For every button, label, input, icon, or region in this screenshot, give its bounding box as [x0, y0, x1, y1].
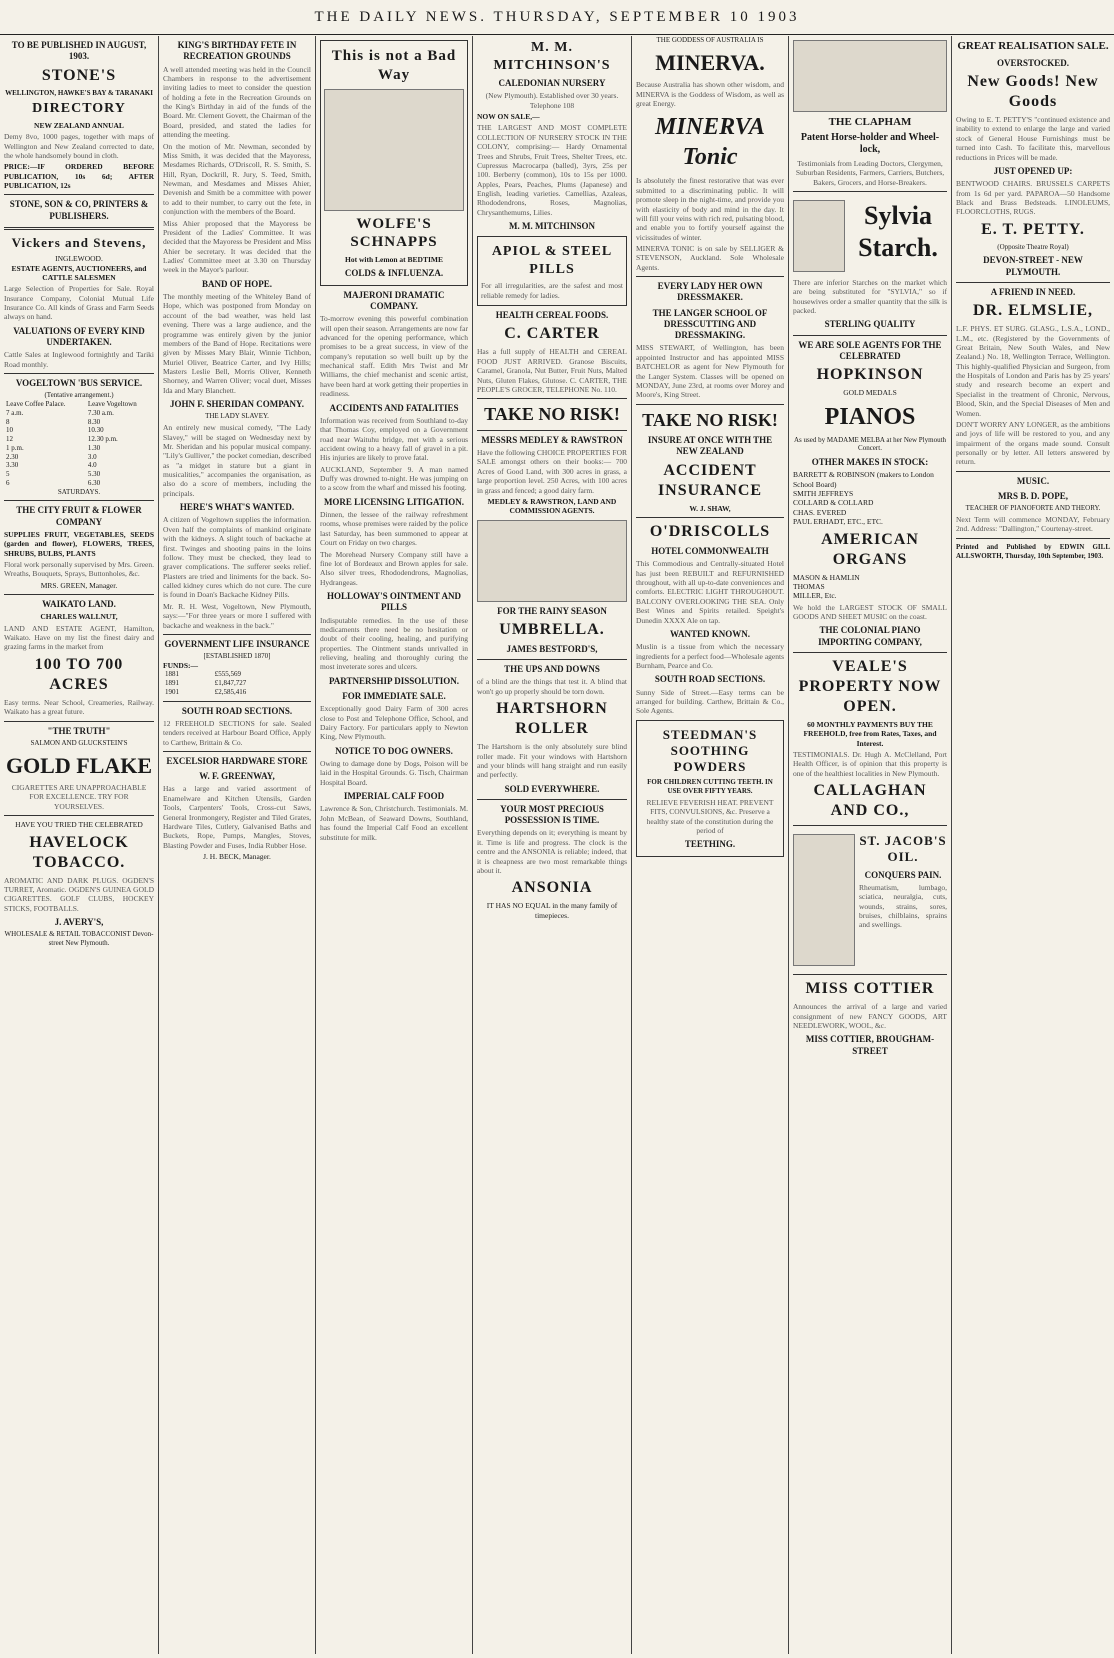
maker-item: PAUL ERHADT, ETC., ETC.: [793, 517, 883, 527]
column-7: GREAT REALISATION SALE. OVERSTOCKED. New Goods! New Goods Owing to E. T. PETTY'S "continued existence and inability to extend to enlarge the large and varied stock of General House Furnishings must be turned into Cash. To facilitate this, marvellous reductions in Prices will be made. JUST OPENED UP: BENTWOOD CHAIRS. BRUSSELS CARPETS from 1s 6d per yard. PAPAROA—50 Handsome Black and Brass Bedsteads. LINOLEUMS, FLOORCLOTHS, RUGS. E. T. PETTY. (Opposite Theatre Royal) DEVON-STREET - NEW PLYMOUTH. A FRIEND IN NEED. DR. ELMSLIE, L.F. PHYS. ET SURG. GLASG., L.S.A., LOND., L.M., etc. (Registered by the Governments of Great Britain, New South Wales, and New Zealand.) No. 18, Wellington Terrace, Wellington. This highly-qualified Physician and Surgeon, from the Hospitals of London and Paris has by 25 years' study and research become an expert and Specialist in the treatment of Chronic, Nervous, Blood, Skin, and the Special Diseases of Men and Women. DON'T WORRY ANY LONGER, as the ambitions and joys of life will be restored to you, and any impairment of the organs made sound. Consult personally or by letter. All letters answered by return. MUSIC. MRS B. D. POPE, TEACHER OF PIANOFORTE AND THEORY. Next Term will commence MONDAY, February 2nd. Address: "Dallington," Courtenay-street. Printed and Published by EDWIN GILL ALLSWORTH, Thursday, 10th September, 1903.: [956, 40, 1110, 560]
new-goods: New Goods! New Goods: [967, 73, 1099, 110]
clapham: THE CLAPHAM: [828, 116, 912, 128]
health-foods: HEALTH CEREAL FOODS.: [495, 310, 609, 321]
column-3: This is not a Bad Way WOLFE'S SCHNAPPS Hot with Lemon at BEDTIME COLDS & INFLUENZA. MAJERONI DRAMATIC COMPANY. To-morrow evening this powerful combination will open their season. Arrangements are now far advanced for the opening performance, which promises to be a great success, in view of the company's reputation so well built up by the mechanical staff. Edith Mrs Twist and Mr Williams, the chief mechanist and scenic artist, have been hard at work getting their properties in readiness. ACCIDENTS AND FATALITIES Information was received from Southland to-day that Thomas Coy, employed on a Government road near Waituhu bridge, met with a serious accident owing to a heavy fall of gravel in a pit. His injuries are likely to prove fatal. AUCKLAND, September 9. A man named Duffy was drowned to-night. He was jumping on to a scow from the wharf and missed his footing. MORE LICENSING LITIGATION. Dinnen, the lessee of the railway refreshment rooms, whose premises were raided by the police last Saturday, has been summoned to appear at Court on Friday on two charges. The Morehead Nursery Company still have a fine lot of Bordeaux and Brown apples for sale. Also silver trees, Rhododendrons, Magnolias, Hydrangeas. HOLLOWAY'S OINTMENT AND PILLS Indisputable remedies. In the use of these medicaments there need be no hesitation or doubt of their cooling, healing, and purifying properties. The Ointment stands unrivalled in relieving, healing and thoroughly curing the most inveterate sores and ulcers. PARTNERSHIP DISSOLUTION. FOR IMMEDIATE SALE. Exceptionally good Dairy Farm of 300 acres close to Post and Telephone Office, School, and Dairy Factory. For particulars apply to Newton King, New Plymouth. NOTICE TO DOG OWNERS. Owing to damage done by Dogs, Poison will be laid in the Hospital Grounds. G. Tisch, Chairman Hospital Board. IMPERIAL CALF FOOD Lawrence & Son, Christchurch. Testimonials. M. John McBean, of Seaward Downs, Southland, has found the Imperial Calf Food an excellent substitute for milk.: [316, 36, 473, 1654]
greenway: W. F. GREENWAY,: [199, 771, 275, 782]
accidents: ACCIDENTS AND FATALITIES: [329, 402, 459, 413]
now-on-sale: NOW ON SALE,—: [477, 112, 540, 121]
funds-amount: £555,569: [214, 670, 242, 679]
figure-image: [793, 834, 855, 966]
column-1: TO BE PUBLISHED IN AUGUST, 1903. STONE'S WELLINGTON, HAWKE'S BAY & TARANAKI DIRECTORY NEW ZEALAND ANNUAL Demy 8vo, 1000 pages, together with maps of Wellington and New Zealand corrected to date, the whole handsomely bound in cloth. PRICE:—IF ORDERED BEFORE PUBLICATION, 10s 6d; AFTER PUBLICATION, 12s STONE, SON & CO, PRINTERS & PUBLISHERS. Vickers and Stevens, INGLEWOOD. ESTATE AGENTS, AUCTIONEERS, and CATTLE SALESMEN Large Selection of Properties for Sale. Royal Insurance Company, Colonial Mutual Life Insurance Co. All kinds of Grass and Farm Seeds always on hand. VALUATIONS OF EVERY KIND UNDERTAKEN. Cattle Sales at Inglewood fortnightly and Tariki Road monthly. VOGELTOWN 'BUS SERVICE. (Tentative arrangement.) Leave Coffee Palace. Leave Vogeltown 7 a.m. 7.30 a.m. 8 8.30 10 10.30 12 12.30 p.m. 1 p.m. 1.30 2.30 3.0 3.30 4.0 5 5.30 6 6.30 SATURDAYS. THE CITY FRUIT & FLOWER COMPANY SUPPLIES FRUIT, VEGETABLES, SEEDS (garden and flower), FLOWERS, TREES, SHRUBS, BULBS, PLANTS Floral work personally supervised by Mrs. Green. Wreaths, Bouquets, Sprays, Buttonholes, &c. MRS. GREEN, Manager. WAIKATO LAND. CHARLES WALLNUT, LAND AND ESTATE AGENT, Hamilton, Waikato. Have on my list the finest dairy and grazing farms in the market from 100 TO 700 ACRES Easy terms. Near School, Creameries, Railway. Waikato has a great future. "THE TRUTH" SALMON AND GLUCKSTEIN'S GOLD FLAKE CIGARETTES ARE UNAPPROACHABLE FOR EXCELLENCE. TRY FOR YOURSELVES. HAVE YOU TRIED THE CELEBRATED HAVELOCK TOBACCO. AROMATIC AND DARK PLUGS. OGDEN'S TURRET, Aromatic. OGDEN'S GUINEA GOLD CIGARETTES. GOLF CLUBS, HOCKEY STICKS, FOOTBALLS. J. AVERY'S, WHOLESALE & RETAIL TOBACCONIST Devon-street New Plymouth.: [0, 36, 159, 1654]
overstocked: OVERSTOCKED.: [996, 57, 1070, 68]
column-5: THE GODDESS OF AUSTRALIA IS MINERVA. Because Australia has shown other wisdom, and MINERVA is the Goddess of Wisdom, as well as great Energy. MINERVA Tonic Is absolutely the finest restorative that was ever submitted to a discriminating public. It will promote sleep in the night-time, and provide you with elasticity of body and mind in the day. It will fill your veins with rich red, pulsating blood, and enable you to fortify yourself against the vicissitudes of winter. MINERVA TONIC is on sale by SELLIGER & STEVENSON, Auckland. Sole Wholesale Agents. EVERY LADY HER OWN DRESSMAKER. THE LANGER SCHOOL OF DRESSCUTTING AND DRESSMAKING. MISS STEWART, of Wellington, has been appointed Instructor and has appointed MISS BATCHELOR as agent for New Plymouth for the Langer System. Classes will be opened on MONDAY, June 23rd, at rooms over Morey and Moore's, King Street. TAKE NO RISK! INSURE AT ONCE WITH THE NEW ZEALAND ACCIDENT INSURANCE W. J. SHAW, O'DRISCOLLS HOTEL COMMONWEALTH This Commodious and Centrally-situated Hotel has just been REBUILT and REFURNISHED throughout, with all up-to-date conveniences and comforts. ELECTRIC LIGHT THROUGHOUT. BALCONY OVERLOOKING THE SEA. Only Best Wines and Spirits retailed. Speight's Dunedin XXXX Ale on tap. WANTED KNOWN. Muslin is a tissue from which the necessary ingredients for a perfect food—Wholesale agents Burnham, Pearce and Co. SOUTH ROAD SECTIONS. Sunny Side of Street.—Easy terms can be arranged for building. Carthew, Brittain & Co., Sole Agents. STEEDMAN'S SOOTHING POWDERS FOR CHILDREN CUTTING TEETH. IN USE OVER FIFTY YEARS. RELIEVE FEVERISH HEAT. PREVENT FITS, CONVULSIONS, &c. Preserve a healthy state of the constitution during the period of TEETHING.: [632, 36, 789, 1654]
organ-maker: THOMAS: [793, 581, 825, 591]
bus-cell: 3.30: [6, 461, 19, 470]
bus-sub: (Tentative arrangement.): [44, 391, 114, 400]
bus-cell: 8.30: [87, 417, 101, 426]
sole-agents: WE ARE SOLE AGENTS FOR THE CELEBRATED: [798, 339, 942, 361]
stones-sub: WELLINGTON, HAWKE'S BAY & TARANAKI: [5, 88, 153, 97]
bus-cell: 1.30: [87, 443, 101, 452]
veales: VEALE'S PROPERTY NOW OPEN.: [798, 657, 942, 715]
take-no-risk-5: TAKE NO RISK!: [642, 409, 778, 430]
horse-buggy-image: [793, 40, 947, 112]
gold-flake: GOLD FLAKE: [5, 752, 153, 778]
vickers-loc: INGLEWOOD.: [55, 254, 103, 264]
nz-annual: NEW ZEALAND ANNUAL: [34, 120, 124, 130]
bus-cell: 6.30: [87, 478, 101, 487]
minerva-tonic: MINERVA Tonic: [655, 114, 765, 171]
not-bad-title: This is not a Bad Way: [331, 48, 457, 83]
petty-addr: DEVON-STREET - NEW PLYMOUTH.: [983, 255, 1083, 277]
waikato: WAIKATO LAND.: [42, 599, 116, 609]
st-jacobs: ST. JACOB'S OIL.: [859, 833, 947, 865]
wolfes-sub: Hot with Lemon at BEDTIME: [345, 255, 443, 264]
printed: Printed and Published by EDWIN GILL ALLSWORTH, Thursday, 10th September, 1903.: [956, 542, 1110, 560]
medley-sub: MEDLEY & RAWSTRON, LAND AND COMMISSION AGENTS.: [487, 496, 617, 516]
bus-cell: 6: [6, 478, 10, 487]
horse-holder: Patent Horse-holder and Wheel-lock,: [800, 131, 940, 156]
langer: THE LANGER SCHOOL OF DRESSCUTTING AND DRESSMAKING.: [652, 307, 768, 341]
melba: As used by MADAME MELBA at her New Plymouth Concert.: [793, 435, 947, 453]
bus-cell: 12: [6, 435, 13, 443]
city-fruit: THE CITY FRUIT & FLOWER COMPANY: [16, 505, 142, 527]
wolfes-ad: [320, 40, 468, 286]
masthead: THE DAILY NEWS. THURSDAY, SEPTEMBER 10 1903: [0, 0, 1114, 35]
pope-sub: TEACHER OF PIANOFORTE AND THEORY.: [965, 504, 1101, 513]
every-lady: EVERY LADY HER OWN DRESSMAKER.: [657, 281, 763, 303]
bus-cell: 1 p.m.: [6, 443, 24, 452]
holloways: HOLLOWAY'S OINTMENT AND PILLS: [326, 591, 462, 613]
hopkinson: HOPKINSON: [816, 366, 924, 384]
bus-cell: 8: [6, 417, 10, 426]
bus-cell: 10.30: [87, 426, 104, 435]
steedmans-sub: FOR CHILDREN CUTTING TEETH. IN USE OVER FIFTY YEARS.: [647, 778, 773, 796]
mrs-green: MRS. GREEN, Manager.: [40, 580, 118, 590]
petty-sub: (Opposite Theatre Royal): [997, 242, 1069, 251]
south-road-5: SOUTH ROAD SECTIONS.: [654, 674, 766, 685]
bestford: JAMES BESTFORD'S,: [506, 643, 598, 654]
stone-son: STONE, SON & CO, PRINTERS & PUBLISHERS.: [9, 199, 149, 221]
maker-item: SMITH JEFFREYS: [793, 489, 854, 498]
hotel: HOTEL COMMONWEALTH: [651, 546, 769, 556]
avery-sub: WHOLESALE & RETAIL TOBACCONIST Devon-street New Plymouth.: [4, 930, 154, 947]
kings-bday: KING'S BIRTHDAY FETE IN RECREATION GROUNDS: [177, 40, 297, 62]
friend: A FRIEND IN NEED.: [990, 286, 1076, 297]
maker-item: BARRETT & ROBINSON (makers to London School Board): [793, 470, 934, 489]
bus-cell: 2.30: [6, 452, 19, 461]
umbrella-image: [477, 520, 627, 602]
insure: INSURE AT ONCE WITH THE NEW ZEALAND: [647, 435, 773, 457]
teething: TEETHING.: [684, 839, 736, 850]
bus-cell: 12.30 p.m.: [87, 435, 118, 443]
take-no-risk-4: TAKE NO RISK!: [484, 404, 620, 425]
for-sale: FOR IMMEDIATE SALE.: [342, 691, 446, 701]
excelsior: EXCELSIOR HARDWARE STORE: [166, 755, 308, 766]
starch-box-image: [793, 200, 845, 272]
valuations: VALUATIONS OF EVERY KIND UNDERTAKEN.: [13, 325, 145, 347]
havelock-q: HAVE YOU TRIED THE CELEBRATED: [15, 820, 143, 830]
greenway-mgr: J. H. BECK, Manager.: [203, 852, 271, 861]
music: MUSIC.: [1016, 475, 1050, 486]
maker-item: CHAS. EVERED: [793, 507, 847, 517]
truth: "THE TRUTH": [47, 725, 111, 736]
sold-everywhere: SOLD EVERYWHERE.: [504, 783, 600, 794]
directory-title: DIRECTORY: [32, 101, 126, 117]
monthly: 60 MONTHLY PAYMENTS BUY THE FREEHOLD, free from Rates, Taxes, and Interest.: [803, 719, 937, 748]
caledonian: CALEDONIAN NURSERY: [498, 78, 606, 88]
bus-cell: 7.30 a.m.: [87, 408, 114, 417]
column-2: KING'S BIRTHDAY FETE IN RECREATION GROUNDS A well attended meeting was held in the Council Chambers in response to the advertisement inviting ladies to meet to consider the question of holding a fete in the Recreation Grounds on the King's Birthday in aid of the funds of the Board. Mr. Clement Govett, the Chairman of the Board, presided, and stated the ladies for attending the meeting. On the motion of Mr. Newman, seconded by Miss Smith, it was decided that the Mayoress, Mesdames Richards, O'Driscoll, R. S. Smith, S. Hill, Ryan, Dockrill, R. Jury, S. Teed, Smith, Newman, and Mesdames and Misses Ahier, Devenish and Smith be a committee with power to add to their number, to carry out the fete, in conjunction with the members of the Board. Miss Ahier proposed that the Mayoress be President of the Ladies' Committee. It was decided that the Mayoress be President and Miss Ahier be secretary. It was decided that the Ladies' Committee meet at 3.30 on Thursday week in the Mayor's parlour. BAND OF HOPE. The monthly meeting of the Whiteley Band of Hope, which was postponed from Monday on account of the bad weather, was held last evening. There was a large audience, and the programme was entirely given by the junior members of the Band of Hope. Recitations were given by Misses Mary Blair, Winnie Tichbon, Muriel Oliver, Beatrice Carter, and Ivy Hills; Masters Leslie Bell, Morris Oliver, Kenneth Shorney, and Warren Oliver; vocal duet, Misses Ida and Mary Blanchett. JOHN F. SHERIDAN COMPANY. THE LADY SLAVEY. An entirely new musical comedy, "The Lady Slavey," will be staged on Wednesday next by Mr. Sheridan and his popular musical company. "Lily's Gulliver," the pocket comedian, described as "a midget in stature but a giant in musicalities," accompanies the organisation, as also do a score of members, including the principals. HERE'S WHAT'S WANTED. A citizen of Vogeltown supplies the information. Oven half the complaints of mankind originate with the kidneys. A slight touch of backache at first. Twinges and shooting pains in the loins follow. They must be checked, they lead to graver complications. The sufferer seeks relief. Plasters are tried and liniments for the back. So-called kidney cures which do not cure. The cure is found in Doan's Backache Kidney Pills. Mr. R. H. West, Vogeltown, New Plymouth, says:—"For three years or more I suffered with backache and weakness in the back." GOVERNMENT LIFE INSURANCE [ESTABLISHED 1870] FUNDS:— 1881 £555,569 1891 £1,847,727 1901 £2,585,416 SOUTH ROAD SECTIONS. 12 FREEHOLD SECTIONS for sale. Sealed tenders received at Harbour Board Office, Apply to Carthew, Brittain & Co. EXCELSIOR HARDWARE STORE W. F. GREENWAY, Has a large and varied assortment of Enamelware and Kitchen Utensils, Garden Tools, Carpenters' Tools, Cross-cut Saws, General Ironmongery, Register and Tiled Grates, Hardware Tiles, Cutlery, Galvanised Baths and Buckets, Rope, Pumps, Mangles, Stoves, Blasting Powder and Fuses, India Rubber Hose. J. H. BECK, Manager.: [159, 36, 316, 1654]
gold-medals: GOLD MEDALS: [843, 388, 897, 398]
ups-downs: THE UPS AND DOWNS: [504, 664, 600, 675]
man-image: [324, 89, 464, 211]
mitchinson-title: M. M. MITCHINSON'S: [493, 40, 611, 73]
bus-cell: 3.0: [87, 452, 97, 461]
bus-col-head: Leave Vogeltown: [87, 400, 137, 408]
organ-maker: MASON & HAMLIN: [793, 572, 860, 582]
funds-label: FUNDS:—: [163, 660, 198, 670]
elmslie: DR. ELMSLIE,: [972, 302, 1094, 320]
cottier-addr: MISS COTTIER, BROUGHAM-STREET: [805, 1034, 935, 1056]
pope: MRS B. D. POPE,: [997, 491, 1068, 501]
maker-item: COLLARD & COLLARD: [793, 498, 874, 508]
more-licensing: MORE LICENSING LITIGATION.: [323, 496, 465, 507]
apiol-ad: APIOL & STEEL PILLS For all irregularities, are the safest and most reliable remedy for ladies.: [477, 236, 627, 306]
umbrella: UMBRELLA.: [499, 620, 605, 638]
dog-owners: NOTICE TO DOG OWNERS.: [335, 745, 453, 756]
bus-col-head: Leave Coffee Palace.: [6, 400, 66, 408]
sheridan: JOHN F. SHERIDAN COMPANY.: [170, 399, 304, 410]
govt-life: GOVERNMENT LIFE INSURANCE: [164, 638, 310, 649]
wallnut: CHARLES WALLNUT,: [40, 612, 118, 622]
bus-title: VOGELTOWN 'BUS SERVICE.: [15, 378, 143, 388]
minerva: MINERVA.: [655, 49, 765, 75]
colonial-piano: THE COLONIAL PIANO IMPORTING COMPANY,: [818, 625, 922, 647]
pub-notice: TO BE PUBLISHED IN AUGUST, 1903.: [11, 40, 147, 62]
partnership: PARTNERSHIP DISSOLUTION.: [328, 675, 460, 686]
price-line: PRICE:—IF ORDERED BEFORE PUBLICATION, 10s 6d; AFTER PUBLICATION, 12s: [4, 162, 154, 190]
bus-cell: 5: [6, 470, 10, 478]
heres-whats: HERE'S WHAT'S WANTED.: [179, 502, 295, 513]
carter: C. CARTER: [504, 325, 600, 343]
precious: YOUR MOST PRECIOUS POSSESSION IS TIME.: [500, 803, 604, 826]
wanted: WANTED KNOWN.: [669, 628, 750, 639]
bus-cell: 5.30: [87, 470, 101, 478]
organs: AMERICAN ORGANS: [821, 530, 919, 568]
bus-cell: 7 a.m.: [6, 408, 24, 417]
odriscolls: O'DRISCOLLS: [649, 523, 771, 540]
saturdays: SATURDAYS.: [57, 487, 101, 496]
avery: J. AVERY'S,: [54, 917, 104, 927]
funds-amount: £2,585,416: [214, 687, 247, 696]
stones-title: STONE'S: [41, 66, 117, 84]
callaghan: CALLAGHAN AND CO.,: [813, 782, 927, 820]
column-6: THE CLAPHAM Patent Horse-holder and Wheel-lock, Testimonials from Leading Doctors, Clergymen, Suburban Residents, Farmers, Carriers, Butchers, Bakers, Grocers, and Horse-Breakers. Sylvia Starch. There are inferior Starches on the market which are being substituted for "SYLVIA," so if housewives order a smaller quantity that the silk is packed. STERLING QUALITY WE ARE SOLE AGENTS FOR THE CELEBRATED HOPKINSON GOLD MEDALS PIANOS As used by MADAME MELBA at her New Plymouth Concert. OTHER MAKES IN STOCK: BARRETT & ROBINSON (makers to London School Board) SMITH JEFFREYS COLLARD & COLLARD CHAS. EVERED PAUL ERHADT, ETC., ETC. AMERICAN ORGANS MASON & HAMLIN THOMAS MILLER, Etc. We hold the LARGEST STOCK OF SMALL GOODS AND SHEET MUSIC on the coast. THE COLONIAL PIANO IMPORTING COMPANY, VEALE'S PROPERTY NOW OPEN. 60 MONTHLY PAYMENTS BUY THE FREEHOLD, free from Rates, Taxes, and Interest. TESTIMONIALS. Dr. Hugh A. McClelland, Port Health Officer, is of opinion that this property is one of the healthiest localities in New Plymouth. CALLAGHAN AND CO., ST. JACOB'S OIL. CONQUERS PAIN. Rheumatism, lumbago, sciatica, neuralgia, cuts, wounds, strains, sores, bruises, chilblains, sprains and swellings. MISS COTTIER Announces the arrival of a large and varied consignment of new FANCY GOODS, ART NEEDLEWORK, WOOL, &c. MISS COTTIER, BROUGHAM-STREET: [789, 36, 952, 1654]
goddess: THE GODDESS OF AUSTRALIA IS: [656, 36, 764, 44]
ansonia: ANSONIA: [511, 879, 593, 897]
rainy: FOR THE RAINY SEASON: [497, 605, 607, 616]
no-equal: IT HAS NO EQUAL in the many family of timepieces.: [486, 901, 618, 920]
column-4: M. M. MITCHINSON'S CALEDONIAN NURSERY (New Plymouth). Established over 30 years. Telephone 108 NOW ON SALE,— THE LARGEST AND MOST COMPLETE COLLECTION OF NURSERY STOCK IN THE COLONY, comprising:— Hardy Ornamental Trees and Shrubs, Fruit Trees, Shelter Trees, etc. Cupressus Macrocarpa (balled), 3yrs, 25s per 100. Berberry (common), 10s to 15s per 1000. Apples, Pears, Peaches, Plums (Japanese) and English, leading varieties. Camellias, Azaleas, Rhododendrons, Roses, Magnolias, Chrysanthemums, Lilies. M. M. MITCHINSON APIOL & STEEL PILLS For all irregularities, are the safest and most reliable remedy for ladies. HEALTH CEREAL FOODS. C. CARTER Has a full supply of HEALTH and CEREAL FOOD JUST ARRIVED. Granose Biscuits, Caramel, Granola, Nut Butter, Fruit Nuts, Malted Nuts, Gluten Flakes, Glutose. C. CARTER, THE PEOPLE'S GROCER, TELEPHONE No. 110. TAKE NO RISK! MESSRS MEDLEY & RAWSTRON Have the following CHOICE PROPERTIES FOR SALE amongst others on their books:— 700 Acres of Good Land, with 300 acres in grass, a large proportion level. 250 Acres, with 100 acres in grass and fenced; a good dairy farm. MEDLEY & RAWSTRON, LAND AND COMMISSION AGENTS. FOR THE RAINY SEASON UMBRELLA. JAMES BESTFORD'S, THE UPS AND DOWNS of a blind are the things that test it. A blind that won't go up properly should be torn down. HARTSHORN ROLLER The Hartshorn is the only absolutely sure blind roller made. Fit your windows with Hartshorn and your blinds will hang straight and run easily and perfectly. SOLD EVERYWHERE. YOUR MOST PRECIOUS POSSESSION IS TIME. Everything depends on it; everything is meant by it. Time is life and progress. The clock is the centre and the ANSONIA is reliable; indeed, that it is cheapness are two most remarkable things about it. ANSONIA IT HAS NO EQUAL in the many family of timepieces.: [473, 36, 632, 1654]
vickers-roles: ESTATE AGENTS, AUCTIONEERS, and CATTLE SALESMEN: [11, 263, 147, 282]
acres: 100 TO 700 ACRES: [34, 655, 124, 693]
apiol-title: APIOL & STEEL PILLS: [491, 244, 613, 277]
other-makes: OTHER MAKES IN STOCK:: [811, 457, 929, 467]
bus-table: [4, 400, 154, 488]
funds-year: 1891: [165, 679, 179, 687]
miss-cottier: MISS COTTIER: [805, 980, 935, 998]
hartshorn: HARTSHORN ROLLER: [496, 700, 608, 738]
medley: MESSRS MEDLEY & RAWSTRON: [481, 434, 623, 445]
havelock: HAVELOCK TOBACCO.: [29, 833, 129, 871]
majeroni: MAJERONI DRAMATIC COMPANY.: [343, 289, 445, 311]
sterling: STERLING QUALITY: [824, 319, 916, 330]
mmm: M. M. MITCHINSON: [509, 221, 595, 232]
calf-food: IMPERIAL CALF FOOD: [343, 791, 445, 802]
steedmans-ad: STEEDMAN'S SOOTHING POWDERS FOR CHILDREN CUTTING TEETH. IN USE OVER FIFTY YEARS. RELIEVE FEVERISH HEAT. PREVENT FITS, CONVULSIONS, &c. Preserve a healthy state of the constitution during the period of TEETHING.: [636, 720, 784, 857]
just-opened: JUST OPENED UP:: [993, 165, 1073, 176]
great-sale: GREAT REALISATION SALE.: [957, 40, 1109, 52]
band-hope: BAND OF HOPE.: [202, 278, 272, 289]
wolfes-title: WOLFE'S SCHNAPPS: [350, 215, 438, 251]
shaw: W. J. SHAW,: [689, 503, 731, 513]
steedmans: STEEDMAN'S SOOTHING POWDERS: [662, 726, 758, 775]
conquers: CONQUERS PAIN.: [864, 869, 942, 880]
funds-year: 1901: [165, 687, 179, 696]
pianos: PIANOS: [824, 403, 916, 430]
sylvia: Sylvia Starch.: [858, 200, 938, 263]
sheridan-sub: THE LADY SLAVEY.: [205, 412, 269, 421]
accident: ACCIDENT INSURANCE: [657, 461, 763, 499]
organ-maker: MILLER, Etc.: [793, 591, 837, 601]
colds: COLDS & INFLUENZA.: [344, 268, 444, 279]
supplies: SUPPLIES FRUIT, VEGETABLES, SEEDS (garden and flower), FLOWERS, TREES, SHRUBS, BULBS, PLANTS: [4, 529, 154, 558]
petty: E. T. PETTY.: [981, 220, 1085, 238]
bus-cell: 4.0: [87, 461, 97, 470]
bus-cell: 10: [6, 426, 13, 435]
funds-amount: £1,847,727: [214, 679, 247, 687]
funds-year: 1881: [165, 670, 179, 679]
vickers-title: Vickers and Stevens,: [11, 234, 147, 250]
south-road-2: SOUTH ROAD SECTIONS.: [181, 705, 293, 716]
funds-table: [163, 670, 311, 696]
